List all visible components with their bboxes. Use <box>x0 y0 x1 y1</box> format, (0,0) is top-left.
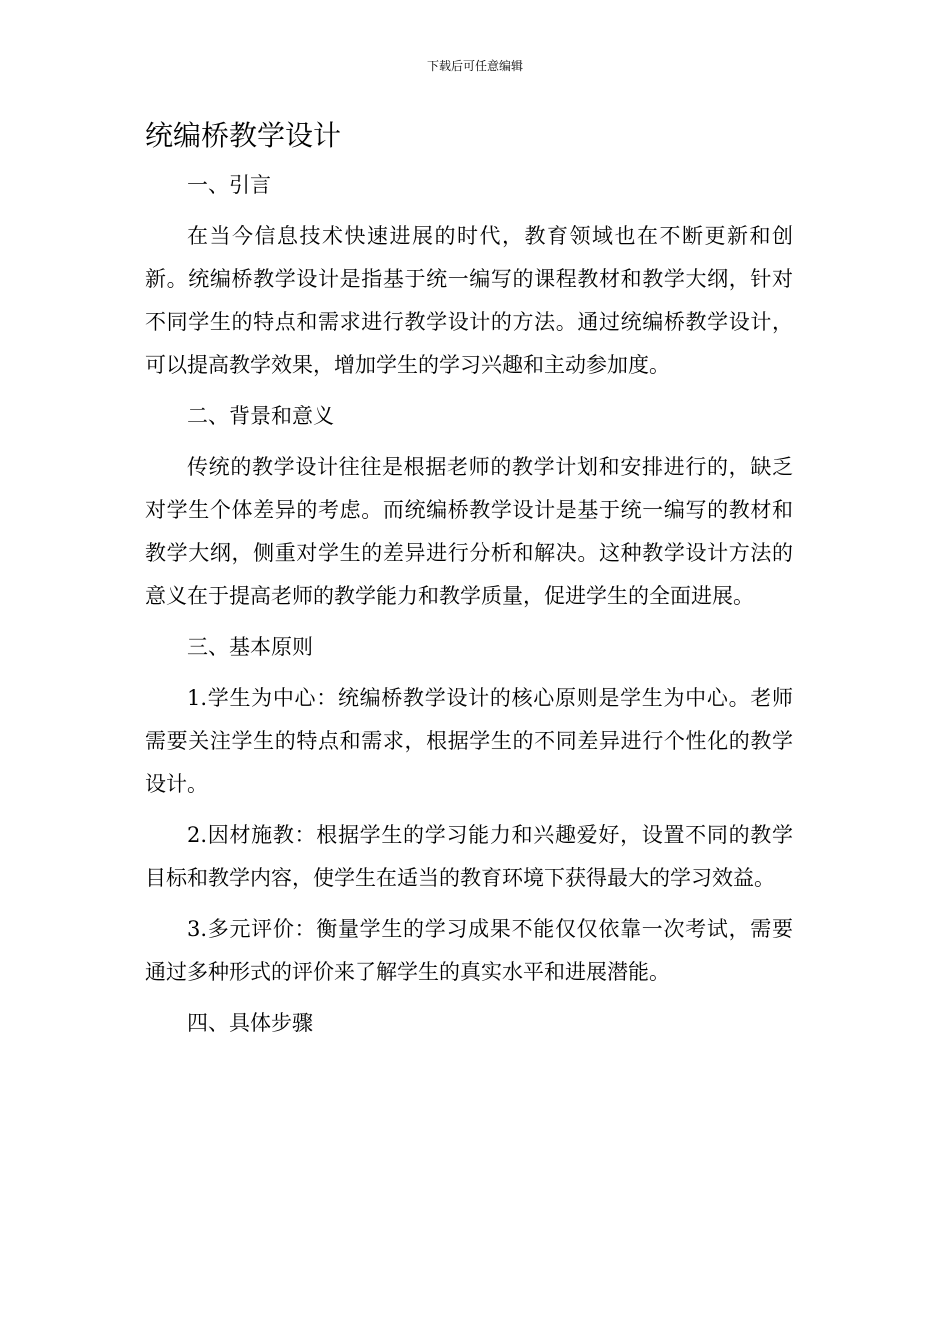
principle-item-1: 1.学生为中心：统编桥教学设计的核心原则是学生为中心。老师需要关注学生的特点和需求，根据学生的不同差异进行个性化的教学设计。 <box>145 686 793 796</box>
section-heading-steps: 四、具体步骤 <box>187 1011 313 1035</box>
document-body <box>145 164 793 1045</box>
paragraph-background: 传统的教学设计往往是根据老师的教学计划和安排进行的，缺乏对学生个体差异的考虑。而统编桥教学设计是基于统一编写的教材和教学大纲，侧重对学生的差异进行分析和解决。这种教学设计方法的意义在于提高老师的教学能力和教学质量，促进学生的全面进展。 <box>145 455 793 608</box>
section-heading-background: 二、背景和意义 <box>187 404 334 428</box>
section-heading-intro: 一、引言 <box>187 173 271 197</box>
paragraph-intro: 在当今信息技术快速进展的时代，教育领域也在不断更新和创新。统编桥教学设计是指基于统一编写的课程教材和教学大纲，针对不同学生的特点和需求进行教学设计的方法。通过统编桥教学设计，可以提高教学效果，增加学生的学习兴趣和主动参加度。 <box>145 224 793 377</box>
principle-item-2: 2.因材施教：根据学生的学习能力和兴趣爱好，设置不同的教学目标和教学内容，使学生在适当的教育环境下获得最大的学习效益。 <box>145 823 793 890</box>
principle-item-3: 3.多元评价：衡量学生的学习成果不能仅仅依靠一次考试，需要通过多种形式的评价来了解学生的真实水平和进展潜能。 <box>145 917 793 984</box>
section-heading-principles: 三、基本原则 <box>187 635 313 659</box>
document-title: 统编桥教学设计 <box>145 119 342 152</box>
header-note: 下载后可任意编辑 <box>426 59 523 73</box>
